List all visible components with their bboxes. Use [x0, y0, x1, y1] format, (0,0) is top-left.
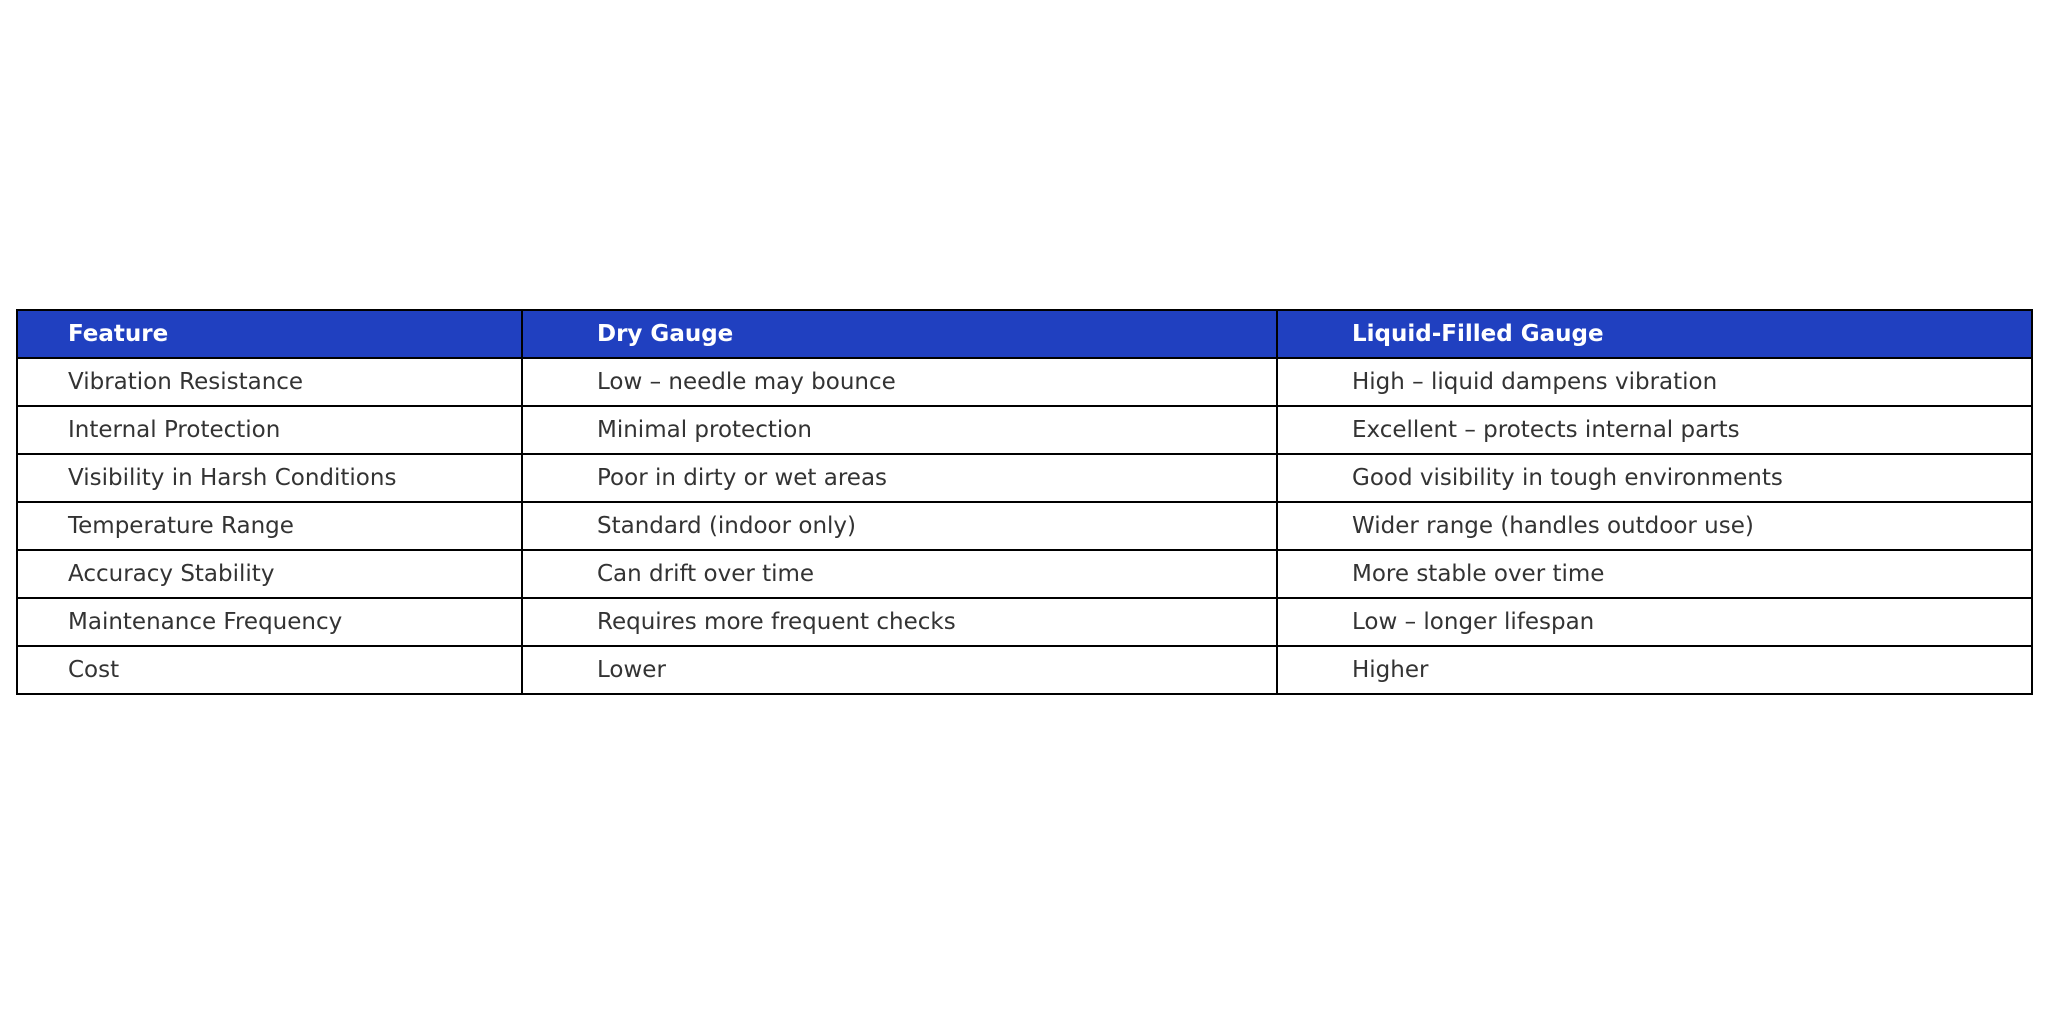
- cell-dry-gauge: Poor in dirty or wet areas: [522, 454, 1277, 502]
- table-row: [17, 550, 2032, 598]
- table-row: [17, 502, 2032, 550]
- cell-dry-gauge: Minimal protection: [522, 406, 1277, 454]
- header-dry-gauge: Dry Gauge: [522, 310, 1277, 358]
- cell-liquid-filled-gauge: Good visibility in tough environments: [1277, 454, 2032, 502]
- cell-feature: Maintenance Frequency: [17, 598, 522, 646]
- cell-dry-gauge: Standard (indoor only): [522, 502, 1277, 550]
- table-row: [17, 646, 2032, 694]
- cell-dry-gauge: Lower: [522, 646, 1277, 694]
- table-row: [17, 454, 2032, 502]
- cell-feature: Visibility in Harsh Conditions: [17, 454, 522, 502]
- cell-feature: Accuracy Stability: [17, 550, 522, 598]
- cell-liquid-filled-gauge: More stable over time: [1277, 550, 2032, 598]
- table-header-row: [17, 310, 2032, 358]
- header-feature: Feature: [17, 310, 522, 358]
- cell-feature: Cost: [17, 646, 522, 694]
- cell-dry-gauge: Requires more frequent checks: [522, 598, 1277, 646]
- cell-liquid-filled-gauge: Higher: [1277, 646, 2032, 694]
- comparison-table: [16, 309, 2033, 695]
- cell-liquid-filled-gauge: Low – longer lifespan: [1277, 598, 2032, 646]
- table-row: [17, 598, 2032, 646]
- table-row: [17, 406, 2032, 454]
- cell-liquid-filled-gauge: High – liquid dampens vibration: [1277, 358, 2032, 406]
- cell-dry-gauge: Can drift over time: [522, 550, 1277, 598]
- cell-feature: Temperature Range: [17, 502, 522, 550]
- table-row: [17, 358, 2032, 406]
- cell-feature: Internal Protection: [17, 406, 522, 454]
- cell-dry-gauge: Low – needle may bounce: [522, 358, 1277, 406]
- header-liquid-filled-gauge: Liquid-Filled Gauge: [1277, 310, 2032, 358]
- cell-liquid-filled-gauge: Wider range (handles outdoor use): [1277, 502, 2032, 550]
- cell-liquid-filled-gauge: Excellent – protects internal parts: [1277, 406, 2032, 454]
- cell-feature: Vibration Resistance: [17, 358, 522, 406]
